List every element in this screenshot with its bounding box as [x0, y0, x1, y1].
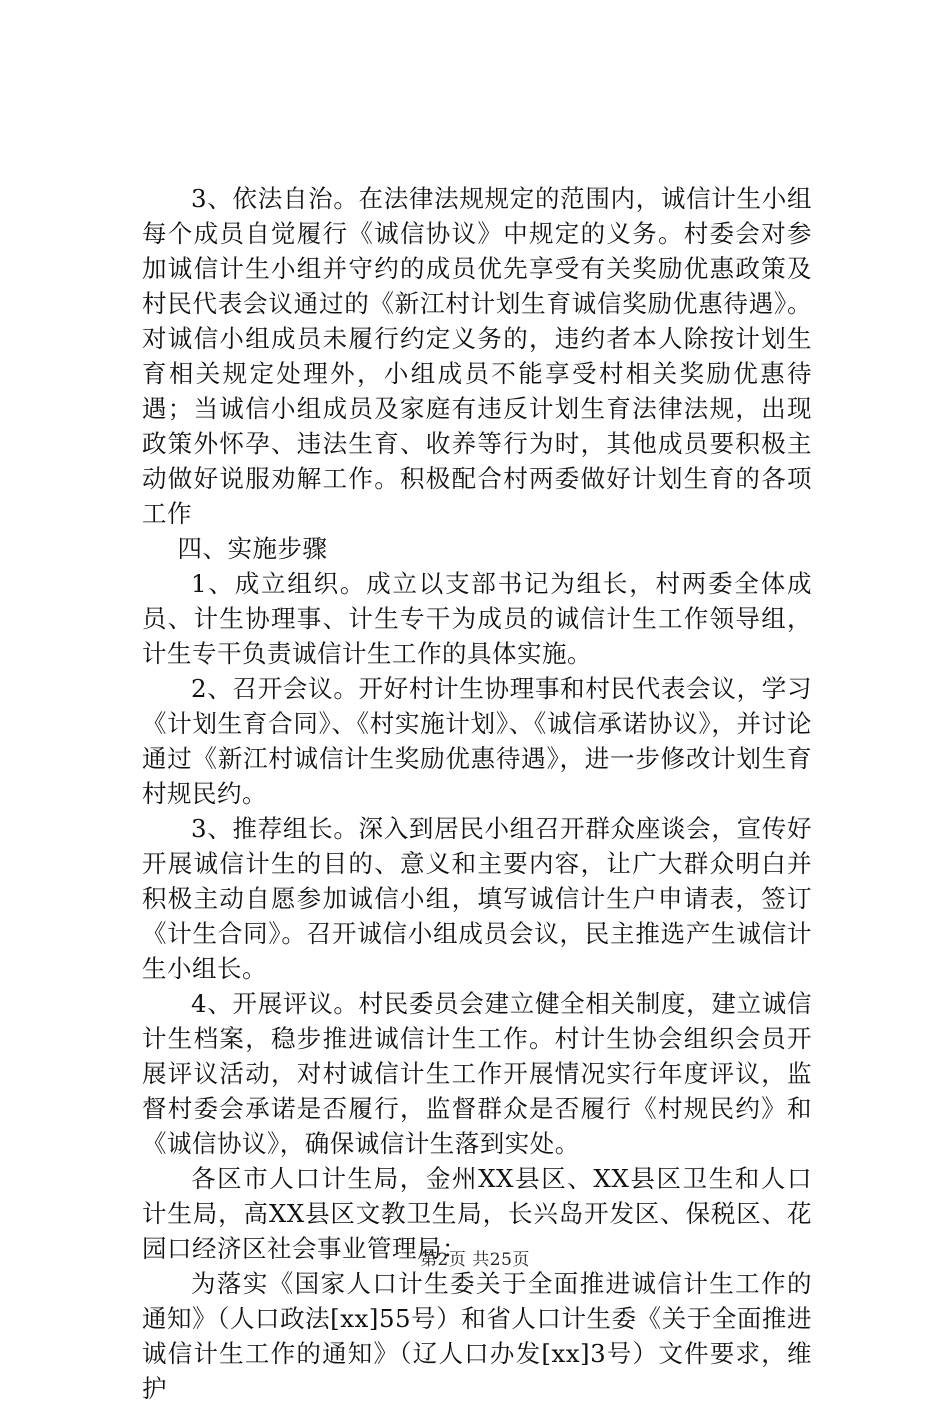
paragraph-notice-intro: 为落实《国家人口计生委关于全面推进诚信计生工作的通知》（人口政法[xx]55号）和省人口计生委《关于全面推进诚信计生工作的通知》（辽人口办发[xx]3号）文件要求，维护 [142, 1269, 812, 1403]
paragraph-establish-organization: 1、成立组织。成立以支部书记为组长，村两委全体成员、计生协理事、计生专干为成员的诚信计生工作领导组，计生专干负责诚信计生工作的具体实施。 [142, 569, 812, 668]
paragraph-conduct-review: 4、开展评议。村民委员会建立健全相关制度，建立诚信计生档案，稳步推进诚信计生工作。村计生协会组织会员开展评议活动，对村诚信计生工作开展情况实行年度评议，监督村委会承诺是否履行，监督群众是否履行《村规民约》和《诚信协议》，确保诚信计生落到实处。 [142, 989, 812, 1158]
page-number-footer: 第2页 共25页 [420, 1250, 530, 1270]
paragraph-self-governance: 3、依法自治。在法律法规规定的范围内，诚信计生小组每个成员自觉履行《诚信协议》中规定的义务。村委会对参加诚信计生小组并守约的成员优先享受有关奖励优惠政策及村民代表会议通过的《新江村计划生育诚信奖励优惠待遇》。对诚信小组成员未履行约定义务的，违约者本人除按计划生育相关规定处理外，小组成员不能享受村相关奖励优惠待遇；当诚信小组成员及家庭有违反计划生育法律法规，出现政策外怀孕、违法生育、收养等行为时，其他成员要积极主动做好说服劝解工作。积极配合村两委做好计划生育的各项工作 [142, 184, 812, 528]
document-body [142, 181, 812, 1406]
paragraph-recommend-leader: 3、推荐组长。深入到居民小组召开群众座谈会，宣传好开展诚信计生的目的、意义和主要内容，让广大群众明白并积极主动自愿参加诚信小组，填写诚信计生户申请表，签订《计生合同》。召开诚信小组成员会议，民主推选产生诚信计生小组长。 [142, 814, 812, 983]
section-heading-implementation-steps: 四、实施步骤 [177, 534, 328, 563]
paragraph-addressees: 各区市人口计生局，金州XX县区、XX县区卫生和人口计生局，高XX县区文教卫生局，长兴岛开发区、保税区、花园口经济区社会事业管理局： [142, 1164, 812, 1263]
paragraph-hold-meeting: 2、召开会议。开好村计生协理事和村民代表会议，学习《计划生育合同》、《村实施计划》、《诚信承诺协议》，并讨论通过《新江村诚信计生奖励优惠待遇》，进一步修改计划生育村规民约。 [142, 674, 812, 808]
